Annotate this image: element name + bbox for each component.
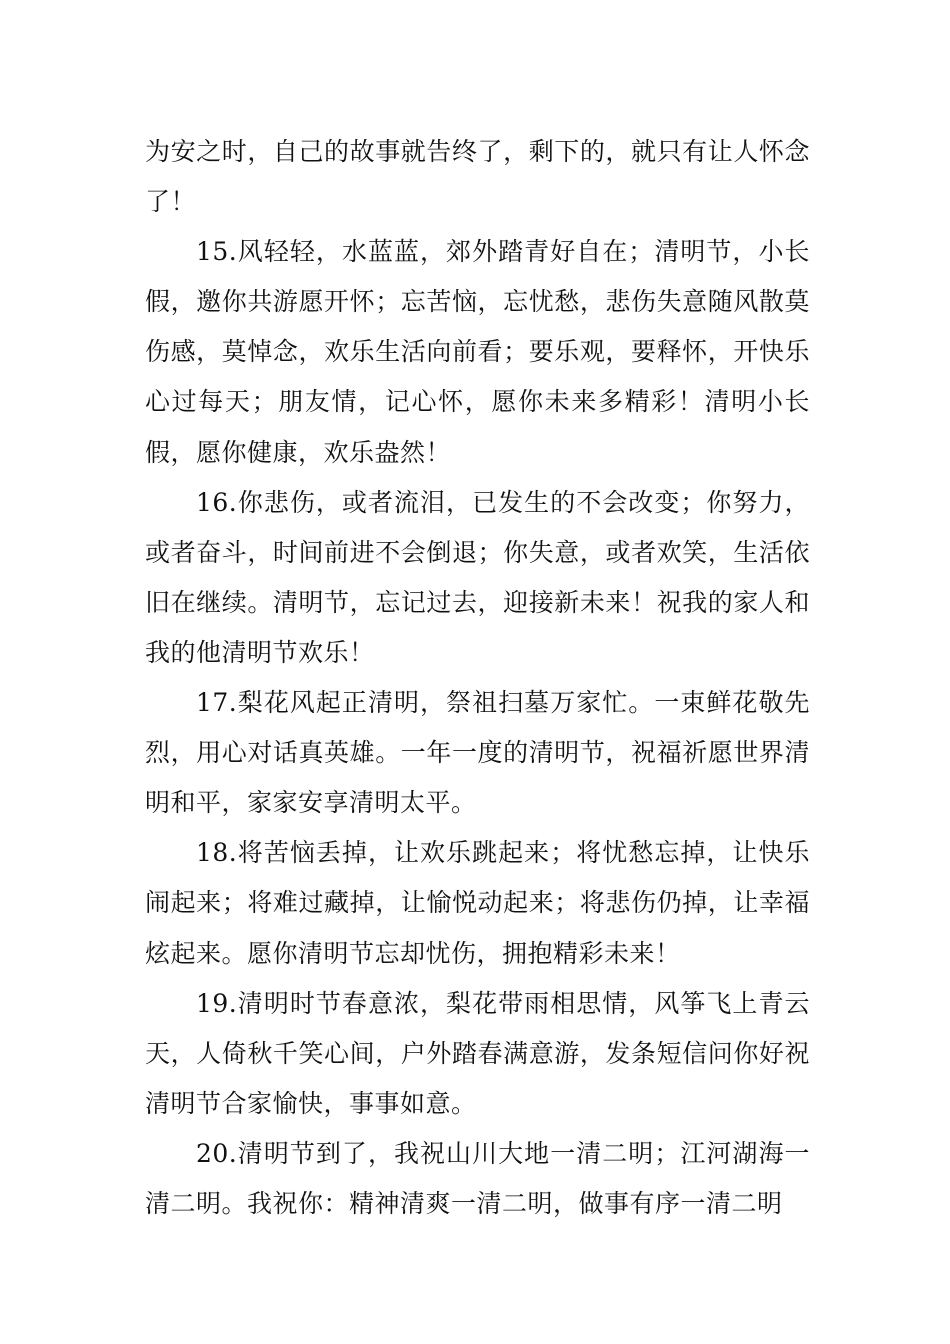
- document-page: [145, 127, 810, 1229]
- paragraph-continuation: 为安之时，自己的故事就告终了，剩下的，就只有让人怀念了！: [145, 137, 810, 217]
- paragraph-item-18: 18.将苦恼丢掉，让欢乐跳起来；将忧愁忘掉，让快乐闹起来；将难过藏掉，让愉悦动起来；将悲伤仍掉，让幸福炫起来。愿你清明节忘却忧伤，拥抱精彩未来！: [145, 838, 810, 968]
- paragraph-item-19: 19.清明时节春意浓，梨花带雨相思情，风筝飞上青云天，人倚秋千笑心间，户外踏春满意游，发条短信问你好祝清明节合家愉快，事事如意。: [145, 988, 810, 1118]
- paragraph-item-17: 17.梨花风起正清明，祭祖扫墓万家忙。一束鲜花敬先烈，用心对话真英雄。一年一度的清明节，祝福祈愿世界清明和平，家家安享清明太平。: [145, 688, 810, 818]
- paragraph-item-20: 20.清明节到了，我祝山川大地一清二明；江河湖海一清二明。我祝你：精神清爽一清二明，做事有序一清二明: [145, 1138, 810, 1218]
- paragraph-item-16: 16.你悲伤，或者流泪，已发生的不会改变；你努力，或者奋斗，时间前进不会倒退；你失意，或者欢笑，生活依旧在继续。清明节，忘记过去，迎接新未来！祝我的家人和我的他清明节欢乐！: [145, 487, 810, 667]
- paragraph-item-15: 15.风轻轻，水蓝蓝，郊外踏青好自在；清明节，小长假，邀你共游愿开怀；忘苦恼，忘忧愁，悲伤失意随风散莫伤感，莫悼念，欢乐生活向前看；要乐观，要释怀，开快乐心过每天；朋友情，记心怀，愿你未来多精彩！清明小长假，愿你健康，欢乐盎然！: [145, 237, 810, 467]
